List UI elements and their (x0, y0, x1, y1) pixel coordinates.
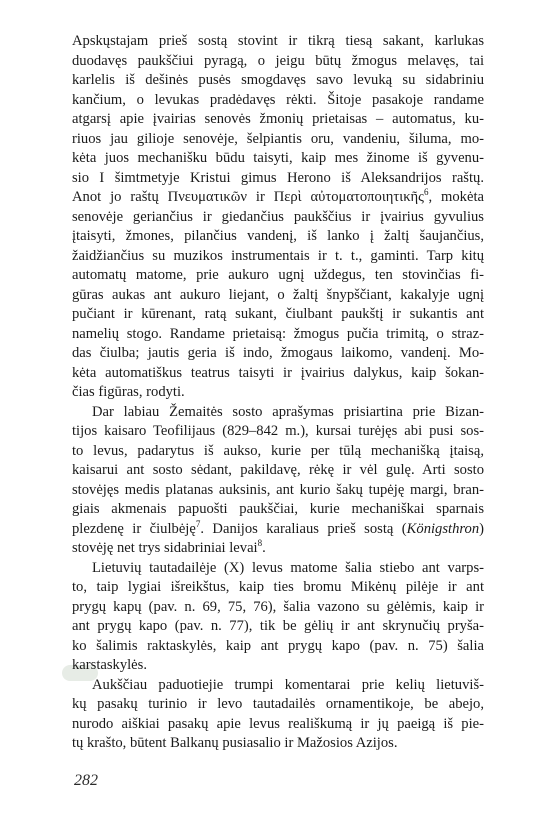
text-line: įtaisyti, žmones, pilančius vandenį, iš lanko į žaltį šaujančius, (72, 228, 484, 244)
text-line: pučiant ir kūrenant, ratą sukant, čiulbant paukštį ir sukantis ant (72, 306, 484, 322)
text-line: čias figūras, rodyti. (72, 384, 185, 400)
text-line: nurodo aiškiai pasakų apie levus reališkumą ir jų paeigą iš pie- (72, 715, 484, 732)
text-line: sio I šimtmetyje Kristui gimus Herono iš Aleksandrijos raštų. (72, 169, 484, 186)
text-line: senovėje geriančius ir giedančius paukščius ir įvairius gyvulius (72, 208, 484, 225)
text-line: duodavęs paukščiui pyragą, o jeigu būtų žmogus melavęs, tai (72, 52, 484, 69)
text-line: giais akmenais papuošti paukščiai, kurie mechaniškai sparnais (72, 501, 484, 517)
page-number: 282 (74, 772, 98, 789)
text-line: gūras aukas ant aukuro liejant, o žaltį šnypščiant, kakalyje ugnį (72, 286, 484, 303)
text-line: Aukščiau paduotiejie trumpi komentarai prie kelių lietuviš- (92, 676, 484, 693)
text-line: Anot jo raštų Πνευματικῶν ir Περὶ αὐτοματοποιητικῆς$^6$, mokėta (72, 187, 484, 205)
text-line: to, taip lygiai išreikštus, kaip ties bromu Mikėnų pilėje ir ant (72, 579, 484, 595)
text-line: karlelis iš dešinės pusės smogdavęs savo levuką su sidabriniu (72, 72, 484, 88)
footnote-marker: 6 (423, 187, 429, 198)
text-line: automatų matome, prie aukuro ugnį uždegus, ten stovinčias fi- (72, 267, 484, 283)
footnote-marker: 7 (195, 518, 201, 529)
text-line: Dar labiau Žemaitės sosto aprašymas prisiartina prie Bizan- (92, 403, 484, 420)
text-line: kų pasakų turinio ir levo tautadailės ornamentikoje, be abejo, (72, 696, 484, 712)
text-line: plezdenę ir čiulbėję$^7$. Danijos karaliaus prieš sostą (Königsthron) (72, 518, 484, 537)
text-line: ko šalimis raktaskylės, kaip ant prygų kapo (pav. n. 75) šalia (72, 637, 484, 654)
text-line: kėta juos mechanišku būdu taisyti, kaip mes žinome iš gyvenu- (72, 150, 484, 166)
text-line: ant prygų kapo (pav. n. 77), tik be gėlių ir ant skrynučių pryša- (72, 618, 484, 634)
text-line: žaidžiančius su muzikos instrumentais ir t. t., gaminti. Tarp kitų (72, 247, 484, 264)
text-line: kėta automatiškus teatrus taisyti ir įvairius dalykus, kaip šokan- (72, 364, 484, 381)
text-line: namelių stogo. Randame prietaisą: žmogus pučia trimitą, o straz- (72, 325, 484, 342)
text-line: Apskųstajam prieš sostą stovint ir tikrą tiesą sakant, karlukas (72, 33, 484, 49)
text-line: prygų kapų (pav. n. 69, 75, 76), šalia vazono su gėlėmis, kaip ir (72, 598, 484, 615)
text-line: atgarsį apie įvairias senovės žmonių prietaisas – automatus, ku- (72, 111, 484, 127)
text-line: stovėję net trys sidabriniai levai$^8$. (72, 538, 266, 556)
text-line: karstaskylės. (72, 657, 147, 673)
text-line: tijos kaisaro Teofilijaus (829–842 m.), kursai turėjęs abi pusi sos- (72, 423, 484, 439)
text-line: riuos jau gilioje senovėje, šelpiantis oru, vandeniu, šiluma, mo- (72, 130, 484, 147)
footnote-marker: 8 (257, 538, 263, 549)
text-line: to levus, padarytus iš aukso, kurie per tūlą mechanišką įtaisą, (72, 442, 484, 459)
page-body-text (72, 32, 484, 754)
text-line: das čiulba; jautis geria iš indo, žmogaus laikomo, vandenį. Mo- (72, 345, 484, 361)
text-line: Lietuvių tautadailėje (X) levus matome šalia stiebo ant varps- (92, 559, 484, 576)
text-line: kančium, o levukas pradėdavęs rėkti. Šitoje pasakoje randame (72, 91, 484, 108)
text-line: kaisarui ant sosto sėdant, pakildavę, rėkę ir vėl gulę. Arti sosto (72, 462, 484, 478)
text-line: tų krašto, būtent Balkanų pusiasalio ir Mažosios Azijos. (72, 735, 398, 751)
text-line: stovėjęs medis platanas auksinis, ant kurio šakų tupėję margi, bran- (72, 481, 484, 498)
italic-term: Königsthron (406, 520, 480, 537)
